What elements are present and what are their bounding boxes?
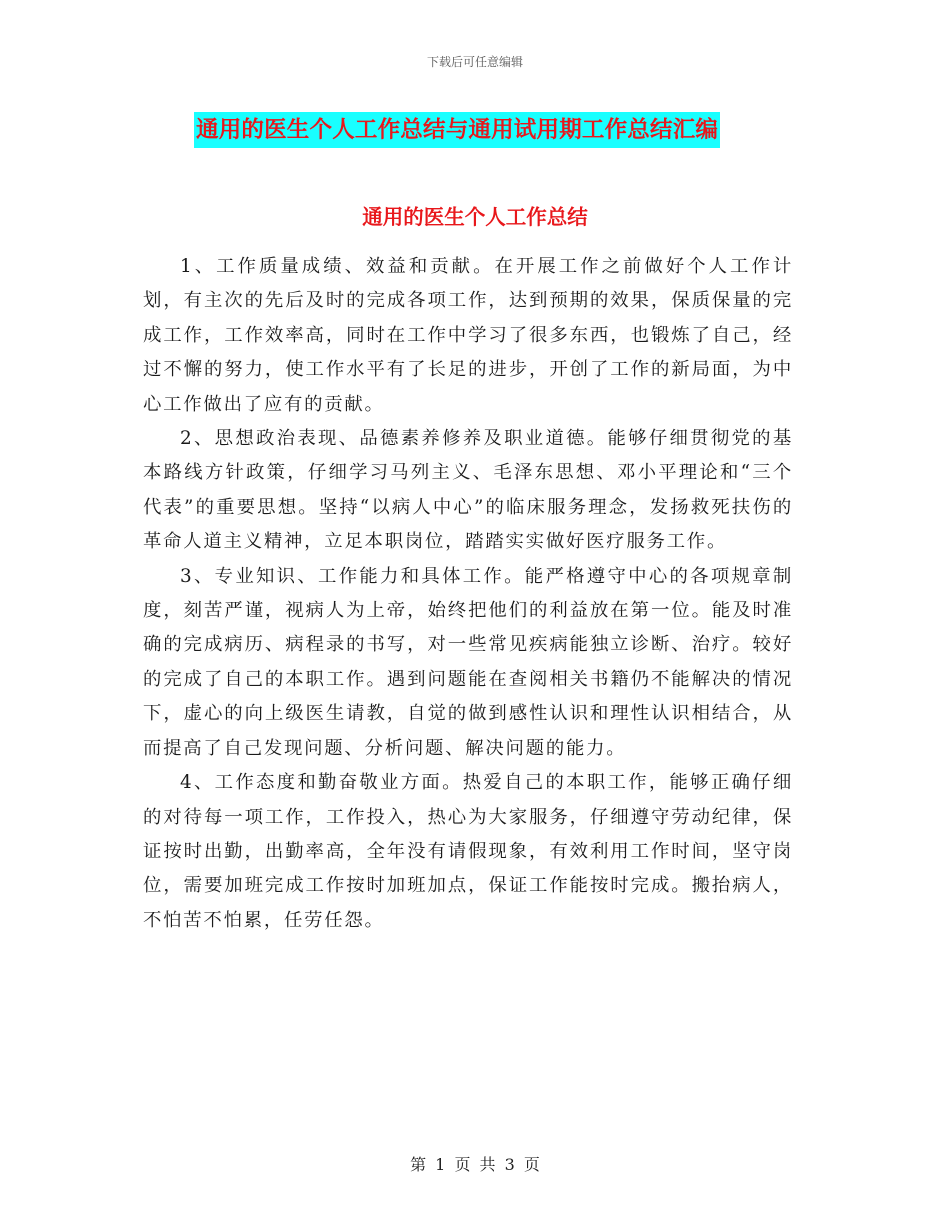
paragraph-2: 2、思想政治表现、品德素养修养及职业道德。能够仔细贯彻党的基本路线方针政策，仔细学习马列主义、毛泽东思想、邓小平理论和“三个代表”的重要思想。坚持“以病人中心”的临床服务理念，发扬救死扶伤的革命人道主义精神，立足本职岗位，踏踏实实做好医疗服务工作。 (143, 428, 793, 553)
main-title: 通用的医生个人工作总结与通用试用期工作总结汇编 (194, 112, 720, 148)
document-body (143, 250, 793, 938)
paragraph-4: 4、工作态度和勤奋敬业方面。热爱自己的本职工作，能够正确仔细的对待每一项工作，工作投入，热心为大家服务，仔细遵守劳动纪律，保证按时出勤，出勤率高，全年没有请假现象，有效利用工作时间，坚守岗位，需要加班完成工作按时加班加点，保证工作能按时完成。搬抬病人，不怕苦不怕累，任劳任怨。 (143, 772, 793, 931)
main-title-container (194, 112, 800, 148)
page-header-note: 下载后可任意编辑 (426, 55, 523, 69)
page-number: 第 1 页 共 3 页 (410, 1155, 540, 1174)
paragraph-1: 1、工作质量成绩、效益和贡献。在开展工作之前做好个人工作计划，有主次的先后及时的完成各项工作，达到预期的效果，保质保量的完成工作，工作效率高，同时在工作中学习了很多东西，也锻炼了自己，经过不懈的努力，使工作水平有了长足的进步，开创了工作的新局面，为中心工作做出了应有的贡献。 (143, 256, 793, 415)
section-title: 通用的医生个人工作总结 (362, 205, 588, 229)
paragraph-3: 3、专业知识、工作能力和具体工作。能严格遵守中心的各项规章制度，刻苦严谨，视病人为上帝，始终把他们的利益放在第一位。能及时准确的完成病历、病程录的书写，对一些常见疾病能独立诊断、治疗。较好的完成了自己的本职工作。遇到问题能在查阅相关书籍仍不能解决的情况下，虚心的向上级医生请教，自觉的做到感性认识和理性认识相结合，从而提高了自己发现问题、分析问题、解决问题的能力。 (143, 565, 793, 759)
